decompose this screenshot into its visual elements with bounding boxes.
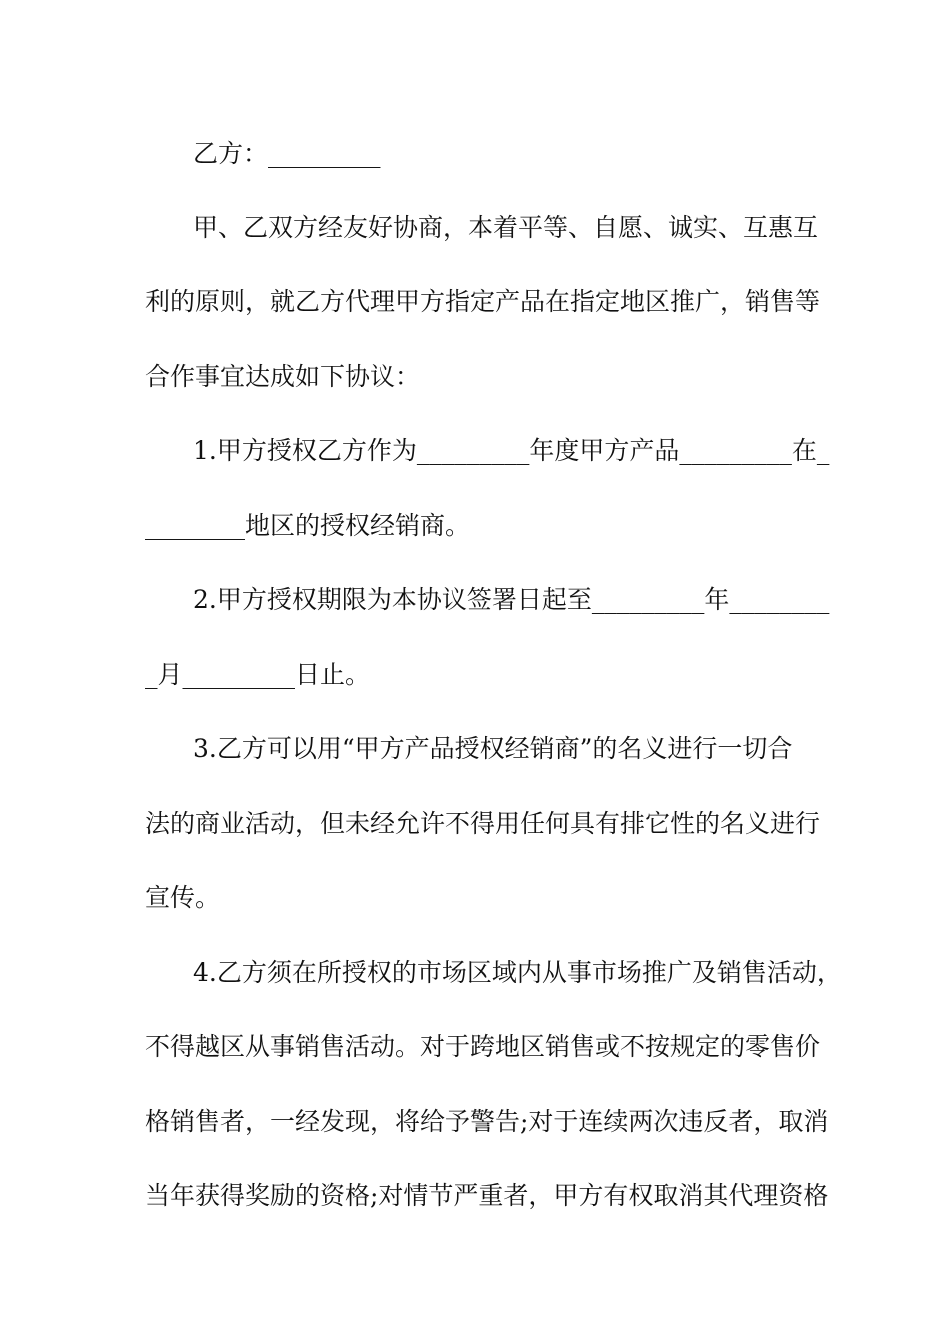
clause-3-line-2: 法的商业活动，但未经允许不得用任何具有排它性的名义进行: [145, 809, 821, 838]
preamble-line-2: 利的原则，就乙方代理甲方指定产品在指定地区推广，销售等: [145, 287, 821, 316]
clause-3-line-3: 宣传。: [145, 883, 221, 912]
party-b-line: 乙方：_________: [193, 139, 381, 168]
clause-2-line-1: 2.甲方授权期限为本协议签署日起至_________年________: [193, 585, 830, 614]
clause-3-line-1: 3.乙方可以用“甲方产品授权经销商”的名义进行一切合: [193, 734, 793, 763]
clause-4-line-4: 当年获得奖励的资格;对情节严重者，甲方有权取消其代理资格: [145, 1181, 829, 1210]
preamble-line-3: 合作事宜达成如下协议：: [145, 362, 421, 391]
clause-1-line-1: 1.甲方授权乙方作为_________年度甲方产品_________在_: [193, 436, 830, 465]
preamble-line-1: 甲、乙双方经友好协商，本着平等、自愿、诚实、互惠互: [193, 213, 819, 242]
clause-4-line-2: 不得越区从事销售活动。对于跨地区销售或不按规定的零售价: [145, 1032, 821, 1061]
clause-2-line-2: _月_________日止。: [145, 660, 371, 689]
clause-4-line-3: 格销售者，一经发现，将给予警告;对于连续两次违反者，取消: [145, 1107, 829, 1136]
clause-1-line-2: ________地区的授权经销商。: [145, 511, 471, 540]
clause-4-line-1: 4.乙方须在所授权的市场区域内从事市场推广及销售活动，: [193, 958, 842, 987]
